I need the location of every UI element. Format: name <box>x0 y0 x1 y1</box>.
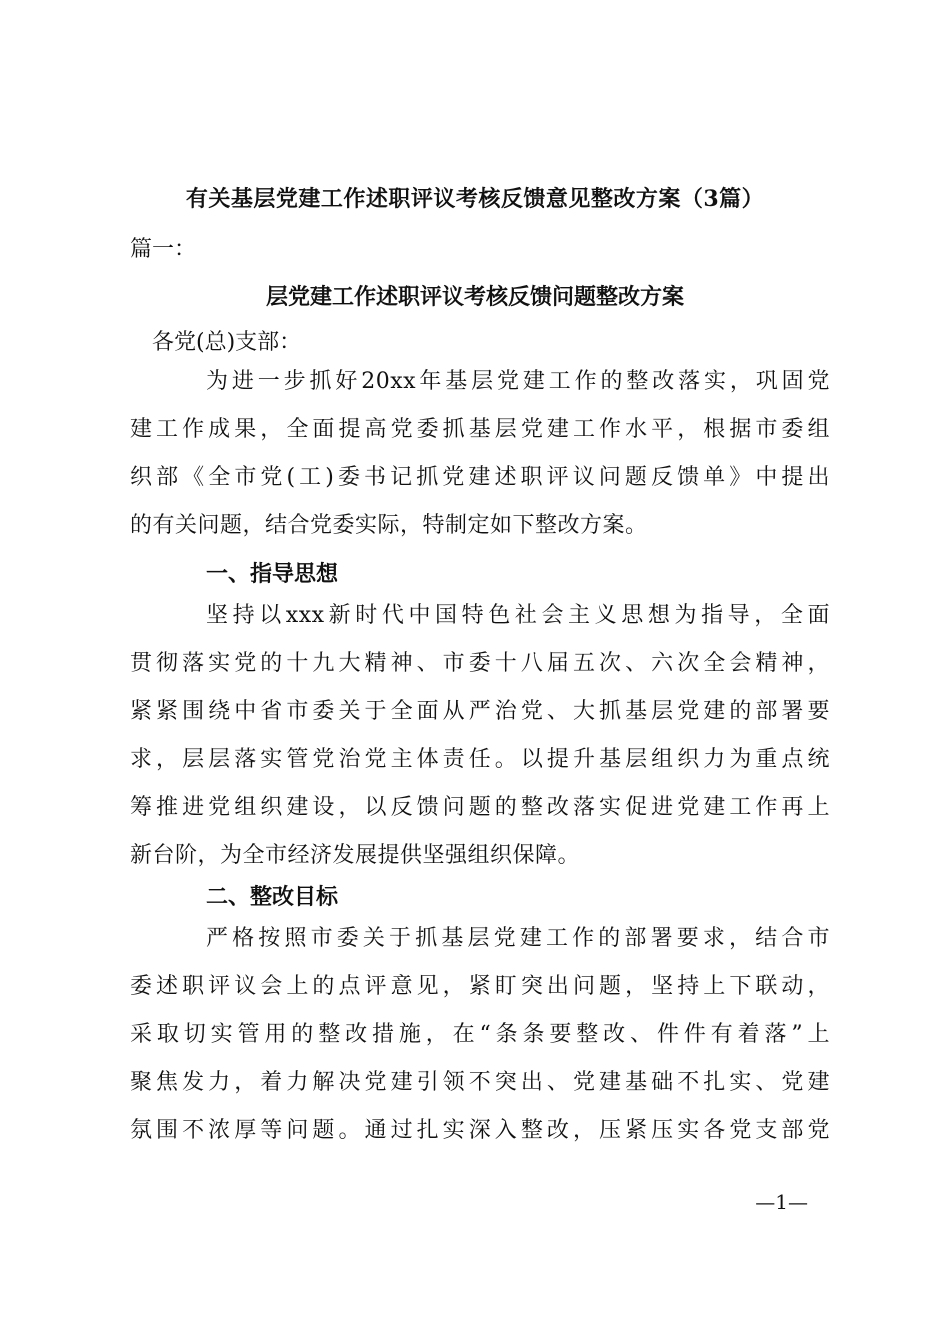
section-heading-guiding-thought: 一、指导思想 <box>206 562 339 587</box>
page-number: —1— <box>755 1190 808 1214</box>
document-title: 有关基层党建工作述职评议考核反馈意见整改方案（3篇） <box>185 186 765 212</box>
paragraph-line: 委述职评议会上的点评意见，紧盯突出问题，坚持上下联动， <box>130 974 830 999</box>
paragraph-line: 氛围不浓厚等问题。通过扎实深入整改，压紧压实各党支部党 <box>130 1118 830 1143</box>
part-label: 篇一： <box>130 237 197 262</box>
guiding-thought-paragraph <box>130 592 830 880</box>
paragraph-line: 建工作成果，全面提高党委抓基层党建工作水平，根据市委组 <box>130 417 830 442</box>
paragraph-line: 采取切实管用的整改措施，在“条条要整改、件件有着落”上 <box>130 1022 830 1047</box>
paragraph-line: 贯彻落实党的十九大精神、市委十八届五次、六次全会精神， <box>130 651 830 676</box>
rectification-goals-paragraph <box>130 915 830 1155</box>
paragraph-line: 为进一步抓好20xx年基层党建工作的整改落实，巩固党 <box>206 369 830 394</box>
paragraph-line: 的有关问题，结合党委实际，特制定如下整改方案。 <box>130 513 648 538</box>
section-heading-rectification-goals: 二、整改目标 <box>206 885 339 910</box>
paragraph-line: 严格按照市委关于抓基层党建工作的部署要求，结合市 <box>206 926 830 951</box>
paragraph-line: 求，层层落实管党治党主体责任。以提升基层组织力为重点统 <box>130 747 830 772</box>
paragraph-line: 织部《全市党(工)委书记抓党建述职评议问题反馈单》中提出 <box>130 465 830 490</box>
paragraph-line: 筹推进党组织建设，以反馈问题的整改落实促进党建工作再上 <box>130 795 830 820</box>
paragraph-line: 新台阶，为全市经济发展提供坚强组织保障。 <box>130 843 581 868</box>
paragraph-line: 坚持以xxx新时代中国特色社会主义思想为指导，全面 <box>206 603 830 628</box>
intro-paragraph <box>130 358 830 550</box>
salutation: 各党(总)支部： <box>152 330 302 355</box>
sub-title: 层党建工作述职评议考核反馈问题整改方案 <box>265 284 684 310</box>
paragraph-line: 紧紧围绕中省市委关于全面从严治党、大抓基层党建的部署要 <box>130 699 830 724</box>
paragraph-line: 聚焦发力，着力解决党建引领不突出、党建基础不扎实、党建 <box>130 1070 830 1095</box>
